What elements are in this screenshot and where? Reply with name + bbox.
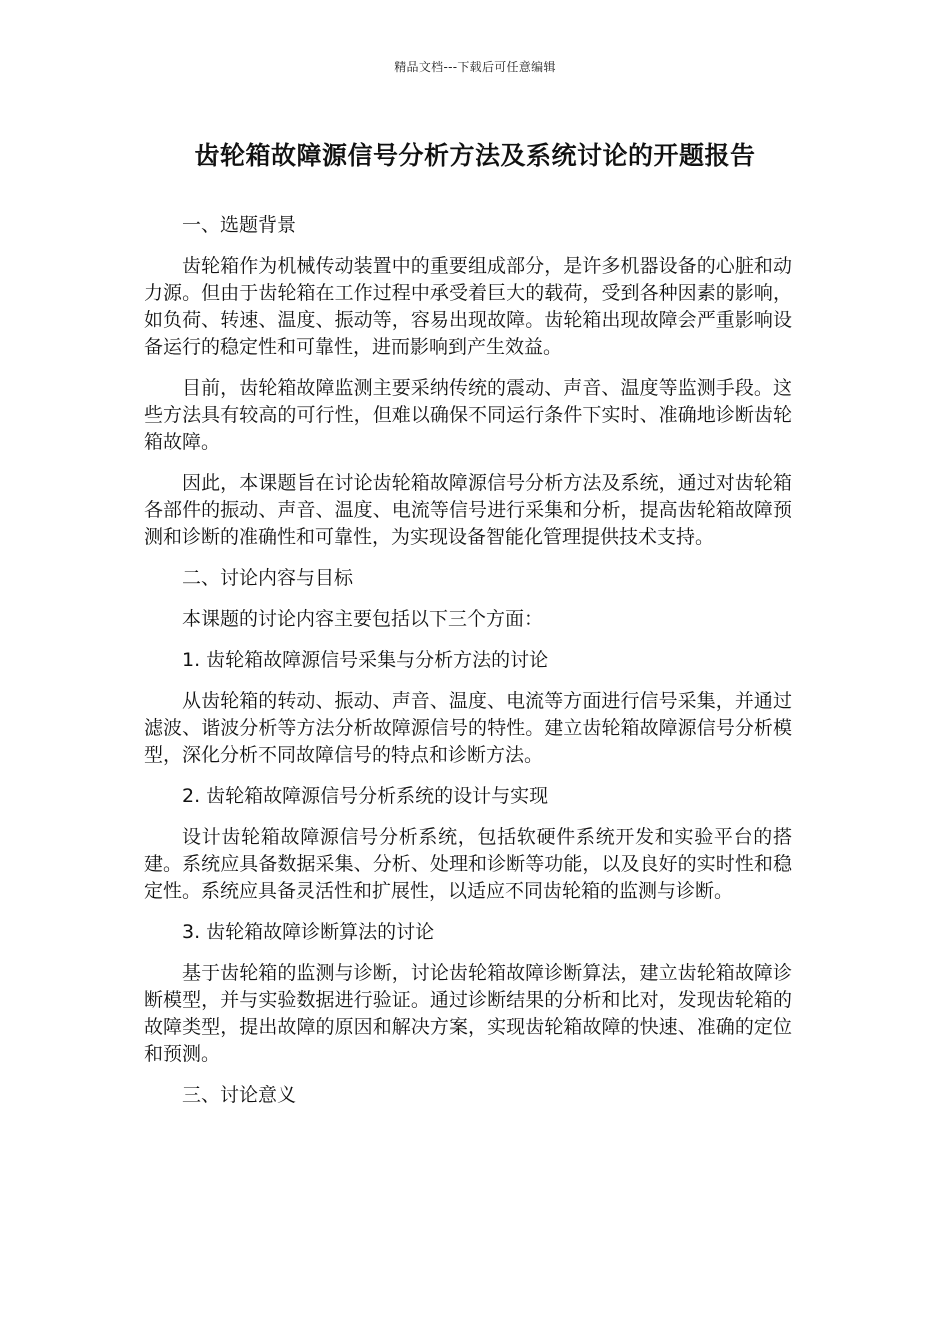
header-note: 精品文档---下载后可任意编辑 [394,60,556,74]
subsection-heading: 1. 齿轮箱故障源信号采集与分析方法的讨论 [182,649,549,671]
paragraph: 基于齿轮箱的监测与诊断，讨论齿轮箱故障诊断算法，建立齿轮箱故障诊断模型，并与实验数据进行验证。通过诊断结果的分析和比对，发现齿轮箱的故障类型，提出故障的原因和解决方案，实现齿轮箱故障的快速、准确的定位和预测。 [144,962,792,1065]
paragraph: 齿轮箱作为机械传动装置中的重要组成部分，是许多机器设备的心脏和动力源。但由于齿轮箱在工作过程中承受着巨大的载荷，受到各种因素的影响，如负荷、转速、温度、振动等，容易出现故障。齿轮箱出现故障会严重影响设备运行的稳定性和可靠性，进而影响到产生效益。 [144,255,792,358]
document-body [144,212,792,1123]
paragraph: 因此，本课题旨在讨论齿轮箱故障源信号分析方法及系统，通过对齿轮箱各部件的振动、声音、温度、电流等信号进行采集和分析，提高齿轮箱故障预测和诊断的准确性和可靠性，为实现设备智能化管理提供技术支持。 [144,472,792,548]
subsection-heading: 2. 齿轮箱故障源信号分析系统的设计与实现 [182,785,549,807]
subsection-heading: 3. 齿轮箱故障诊断算法的讨论 [182,921,435,943]
paragraph: 本课题的讨论内容主要包括以下三个方面： [182,608,544,630]
section-heading: 三、讨论意义 [182,1084,297,1106]
section-heading: 二、讨论内容与目标 [182,567,354,589]
document-title: 齿轮箱故障源信号分析方法及系统讨论的开题报告 [194,141,756,170]
section-heading: 一、选题背景 [182,214,297,236]
paragraph: 目前，齿轮箱故障监测主要采纳传统的震动、声音、温度等监测手段。这些方法具有较高的可行性，但难以确保不同运行条件下实时、准确地诊断齿轮箱故障。 [144,377,792,453]
paragraph: 从齿轮箱的转动、振动、声音、温度、电流等方面进行信号采集，并通过滤波、谐波分析等方法分析故障源信号的特性。建立齿轮箱故障源信号分析模型，深化分析不同故障信号的特点和诊断方法。 [144,690,792,766]
paragraph: 设计齿轮箱故障源信号分析系统，包括软硬件系统开发和实验平台的搭建。系统应具备数据采集、分析、处理和诊断等功能，以及良好的实时性和稳定性。系统应具备灵活性和扩展性，以适应不同齿轮箱的监测与诊断。 [144,826,792,902]
